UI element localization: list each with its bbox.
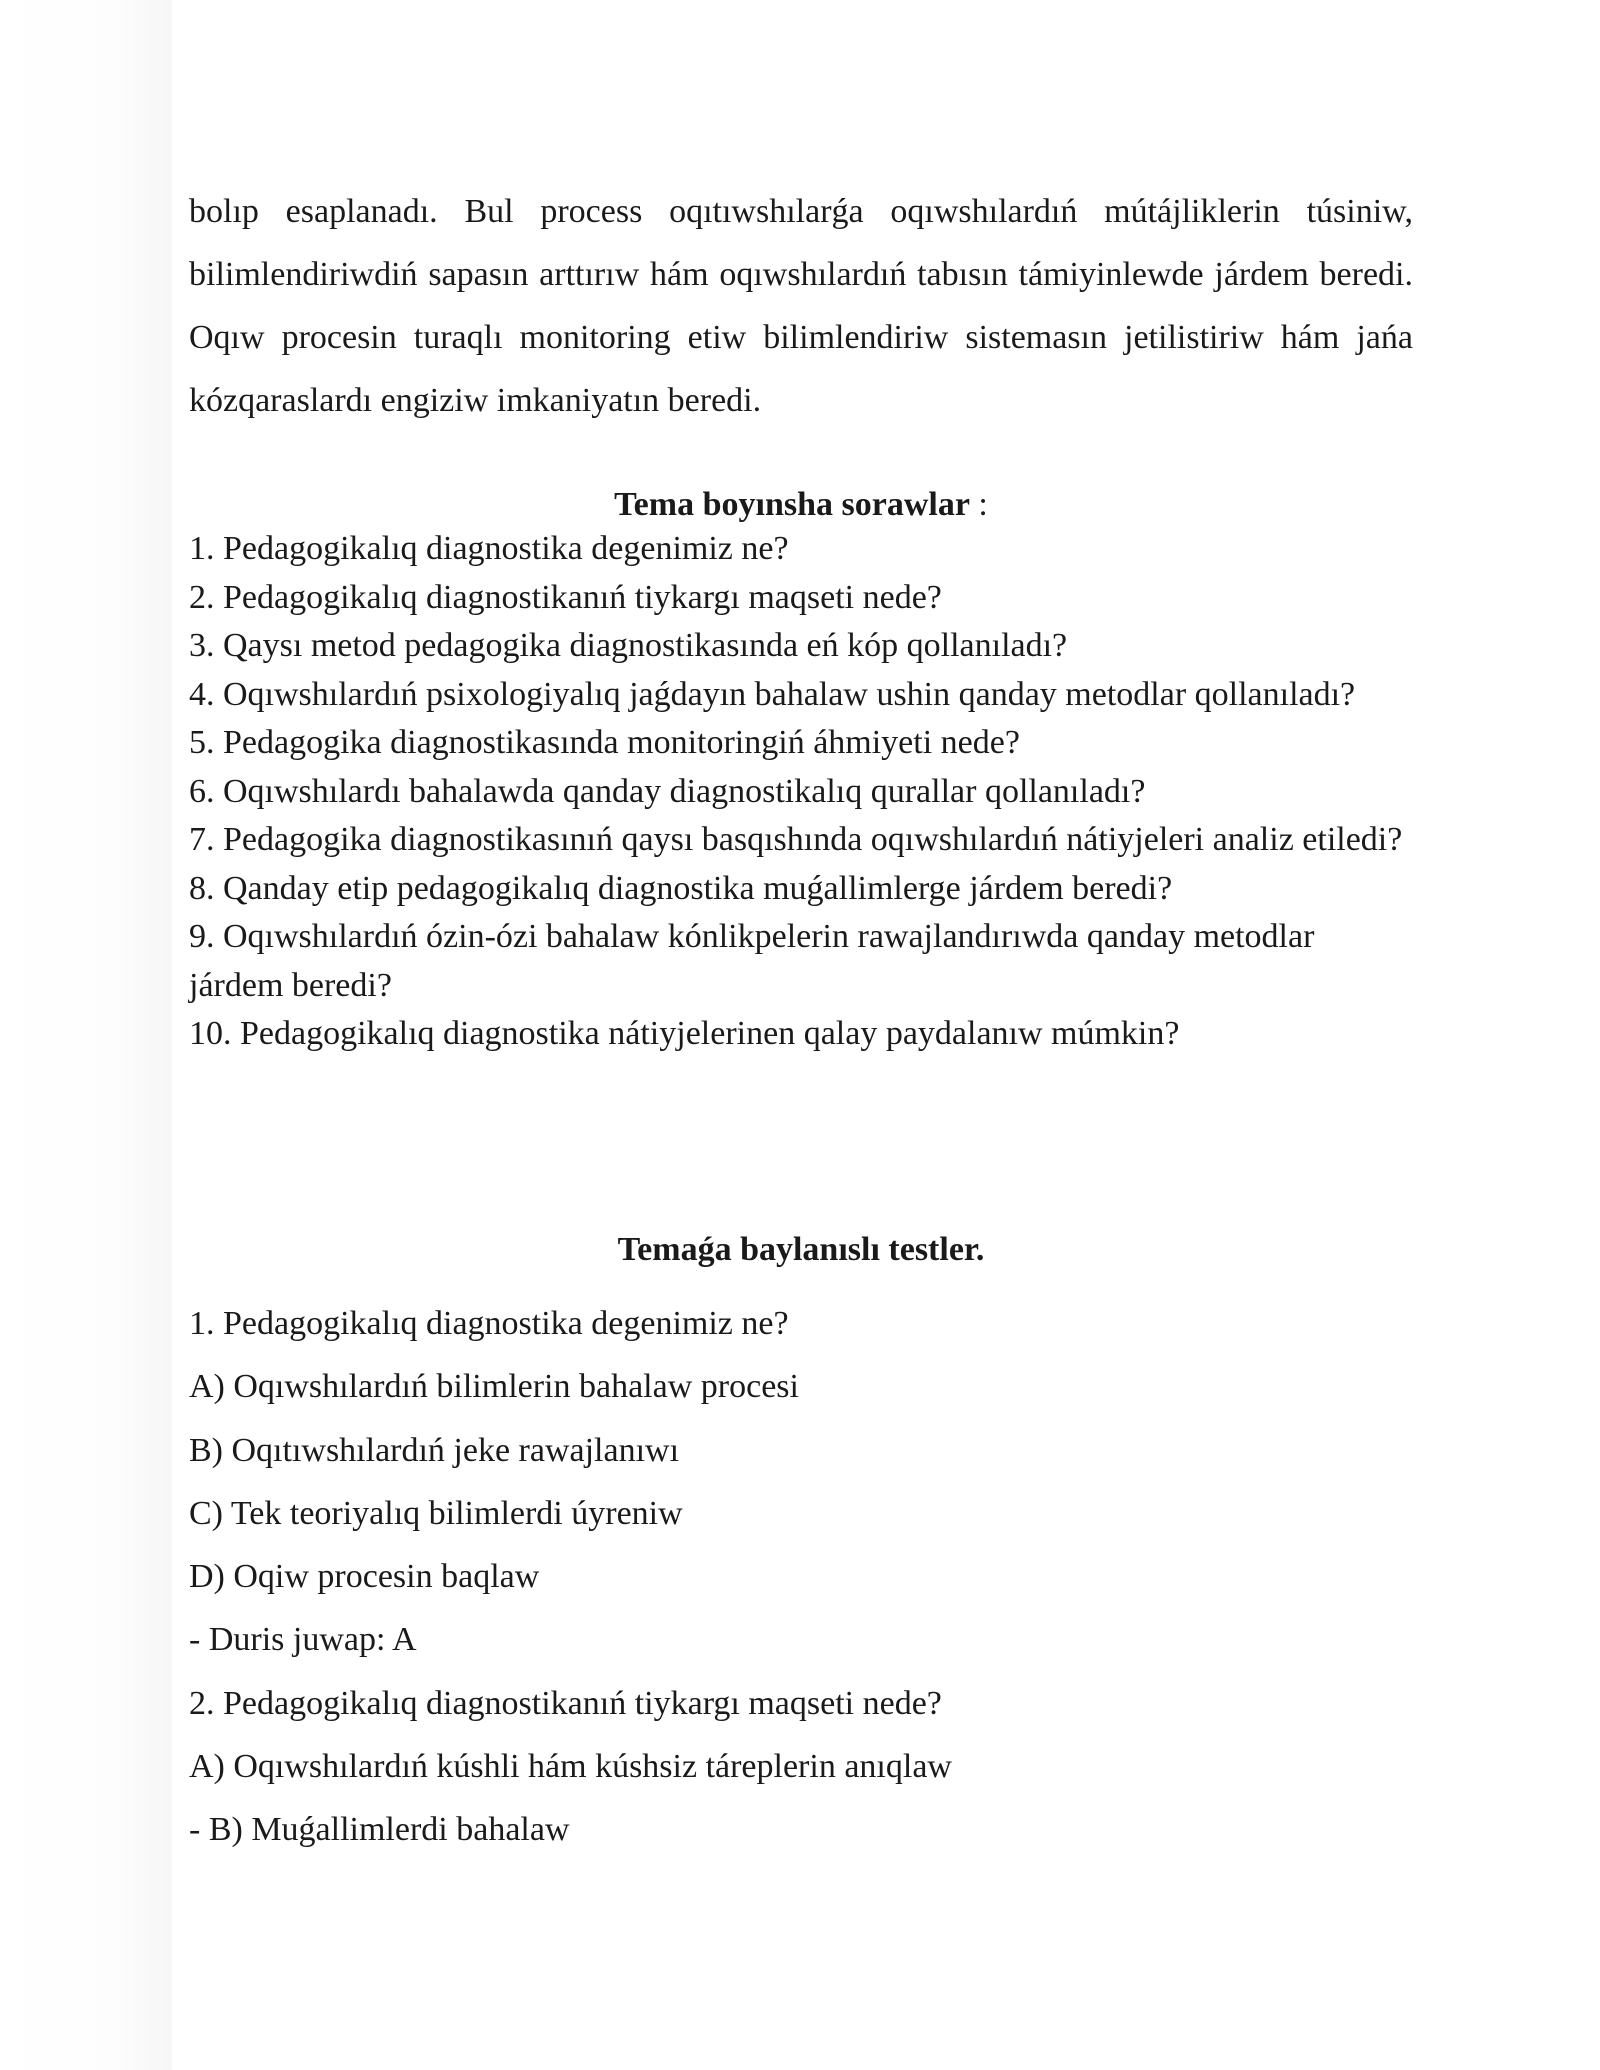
question-item: 6. Oqıwshılardı bahalawda qanday diagnostikalıq qurallar qollanıladı? [189,772,1146,810]
intro-paragraph [189,180,1413,432]
question-item: 3. Qaysı metod pedagogika diagnostikasında eń kóp qollanıladı? [189,627,1068,664]
question-item: 2. Pedagogikalıq diagnostikanıń tiykargı maqseti nede? [189,578,942,616]
intro-text: bolıp esaplanadı. Bul process oqıtıwshılarǵa oqıwshılardıń mútájliklerin túsiniw, bilimlendiriwdiń sapasın arttırıw hám oqıwshılardıń tabısın támiyinlewde járdem beredi. Oqıw procesin turaqlı monitoring etiw bilimlendiriw sistemasın jetilistiriw hám jańa kózqaraslardı engiziw imkaniyatın beredi. [189,193,1413,419]
test-option: D) Oqiw procesin baqlaw [189,1558,540,1596]
question-item: 1. Pedagogikalıq diagnostika degenimiz ne? [189,530,789,567]
test-answer: - Duris juwap: A [189,1621,417,1659]
test-option: - B) Muǵallimlerdi bahalaw [189,1811,570,1849]
question-item: 7. Pedagogika diagnostikasınıń qaysı basqıshında oqıwshılardıń nátiyjeleri analiz etiledi? [189,821,1403,858]
tests-list [189,1292,1413,1862]
question-item: 8. Qanday etip pedagogikalıq diagnostika muǵallimlerge járdem beredi? [189,869,1173,907]
questions-heading [189,483,1413,527]
test-option: A) Oqıwshılardıń kúshli hám kúshsiz táreplerin anıqlaw [189,1748,952,1786]
page-margin-shade [0,0,172,2070]
tests-heading-title: Temaǵa baylanıslı testler. [617,1231,985,1268]
test-option: C) Tek teoriyalıq bilimlerdi úyreniw [189,1494,683,1532]
questions-heading-suffix: : [969,486,988,523]
document-page [189,0,1413,2070]
question-item: 9. Oqıwshılardıń ózin-ózi bahalaw kónlikpelerin rawajlandırıwda qanday metodlar járdem beredi? [189,918,1315,1004]
tests-heading [189,1228,1413,1272]
questions-list [189,525,1413,1059]
test-question: 1. Pedagogikalıq diagnostika degenimiz ne? [189,1305,789,1342]
test-question: 2. Pedagogikalıq diagnostikanıń tiykargı maqseti nede? [189,1684,942,1722]
test-option: B) Oqıtıwshılardıń jeke rawajlanıwı [189,1431,680,1469]
question-item: 5. Pedagogika diagnostikasında monitoringiń áhmiyeti nede? [189,724,1020,761]
questions-heading-title: Tema boyınsha sorawlar [614,486,970,523]
test-option: A) Oqıwshılardıń bilimlerin bahalaw procesi [189,1368,799,1406]
question-item: 4. Oqıwshılardıń psixologiyalıq jaǵdayın bahalaw ushin qanday metodlar qollanıladı? [189,675,1356,713]
question-item: 10. Pedagogikalıq diagnostika nátiyjelerinen qalay paydalanıw múmkin? [189,1015,1180,1052]
